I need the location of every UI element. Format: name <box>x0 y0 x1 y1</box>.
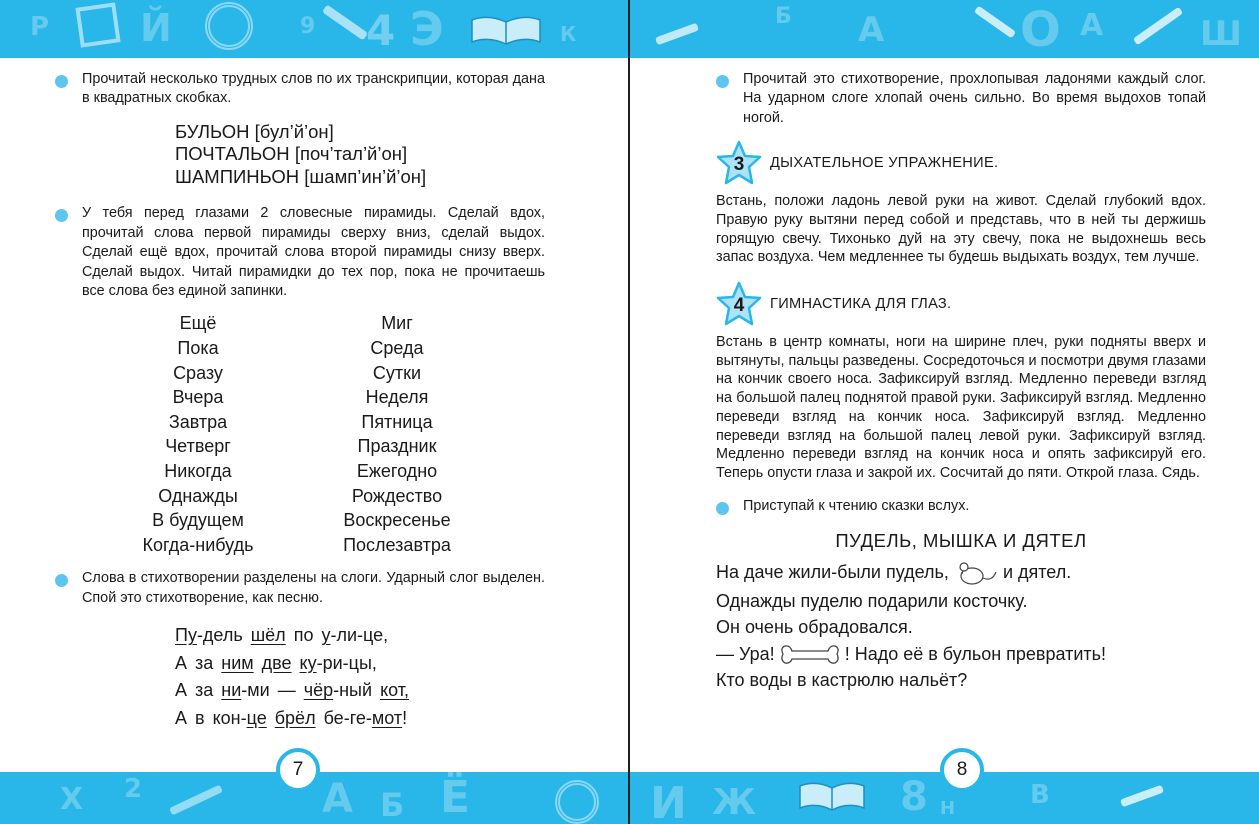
pyramid-word: Миг <box>381 313 413 334</box>
pyramid-word: Воскресенье <box>343 510 451 531</box>
syllable: за <box>195 680 214 701</box>
exercise-4-text: Встань в центр комнаты, ноги на ширине плеч, руки подняты вверх и вытянуты, пальцы разведены. Сосредоточься и посмотри двумя глазами на кончик своего носа. Зафиксируй взгляд. Медленно переведи взгляд на большой палец поднятой правой руки. Зафиксируй взгляд. Медленно переведи взгляд на кончик носа. Зафиксируй взгляд. Медленно переведи взгляд на большой палец левой руки. Зафиксируй взгляд. Медленно переведи взгляд на кончик носа и опять зафиксируй его. Теперь опусти глаза и закрой их. Сосчитай до пяти. Открой глаза. Сядь. <box>716 334 1206 481</box>
word-pyramids <box>55 311 545 557</box>
instruction-2: У тебя перед глазами 2 словесные пирамиды. Сделай вдох, прочитай слова первой пирамиды сверху вниз, сделай выдох. Сделай ещё вдох, прочитай слова второй пирамиды снизу вверх. Сделай выдох. Читай пирамидки до тех пор, пока не прочитаешь все слова без единой запинки. <box>55 204 545 301</box>
book-decor-icon <box>796 778 868 812</box>
instruction-1: Прочитай несколько трудных слов по их транскрипции, которая дана в квадратных скобках. <box>55 70 545 109</box>
transcription-list <box>175 121 545 189</box>
mouse-icon <box>954 558 998 588</box>
bullet-dot-icon <box>55 574 68 587</box>
exercise-3-header <box>716 140 1206 186</box>
syllable: А <box>175 652 188 673</box>
book-decor-icon <box>468 12 544 46</box>
pyramid-word: Четверг <box>165 436 231 457</box>
pyramid-word: Среда <box>370 337 424 358</box>
brush-decor-icon <box>1133 7 1183 46</box>
bullet-dot-icon <box>716 75 729 88</box>
syllable: ! <box>402 707 408 728</box>
syllable: кон- <box>212 707 247 728</box>
poem-line <box>175 677 545 705</box>
decor-letter: Х <box>60 782 84 817</box>
syllable: — <box>277 680 296 701</box>
decor-letter: А <box>858 10 885 50</box>
bullet-dot-icon <box>55 209 68 222</box>
transcription-row: ПОЧТАЛЬОН [поч’тал’й’он] <box>175 143 408 165</box>
syllable: -дель <box>196 625 243 646</box>
bullet-dot-icon <box>55 75 68 88</box>
target-decor-icon <box>555 780 599 824</box>
stressed-syllable: ку <box>299 652 317 673</box>
pyramid-word: Когда-нибудь <box>142 534 254 555</box>
pyramid-word: Никогда <box>164 460 232 481</box>
decor-letter: И <box>650 778 687 824</box>
decor-letter: А <box>1080 8 1104 43</box>
page-number: 8 <box>940 748 984 792</box>
syllable: -ми <box>241 680 270 701</box>
syllable: в <box>195 707 205 728</box>
decor-letter: 2 <box>124 774 143 804</box>
poem-line <box>175 650 545 678</box>
decor-letter: Ё <box>440 772 471 823</box>
decor-letter: 9 <box>300 14 316 39</box>
bone-icon <box>780 643 840 667</box>
stressed-syllable: ни <box>221 680 242 701</box>
decor-letter: К <box>560 22 577 46</box>
syllable: бе-ге- <box>323 707 372 728</box>
stressed-syllable: две <box>261 652 292 673</box>
decor-letter: Ш <box>1200 14 1243 54</box>
decor-letter: Э <box>410 2 444 56</box>
syllable: по <box>293 625 314 646</box>
pyramid-word: Праздник <box>357 436 437 457</box>
decor-letter: Б <box>775 4 792 29</box>
transcription-row: ШАМПИНЬОН [шамп’ин’й’он] <box>175 165 427 187</box>
pyramid-word: Пятница <box>361 411 433 432</box>
pyramid-word: Сутки <box>372 362 422 383</box>
tale-title: ПУДЕЛЬ, МЫШКА И ДЯТЕЛ <box>835 530 1087 552</box>
decor-letter: Й <box>140 6 172 50</box>
pyramid-word: Сразу <box>173 362 223 383</box>
pyramid-word: Однажды <box>158 485 238 506</box>
instruction-read: Приступай к чтению сказки вслух. <box>716 497 1206 516</box>
poem-line <box>175 622 545 650</box>
pencil-decor-icon <box>322 4 368 40</box>
decor-letter: Р <box>30 12 50 42</box>
decor-letter: О <box>1020 2 1061 58</box>
pyramid-word: Послезавтра <box>343 534 451 555</box>
left-page <box>55 70 545 732</box>
tale-line: — Ура! ! Надо её в бульон превратить! <box>716 641 1206 667</box>
stressed-syllable: у <box>321 625 331 646</box>
decor-letter: 4 <box>366 6 396 55</box>
pyramid-word: Неделя <box>365 387 429 408</box>
transcription-row: БУЛЬОН [бул’й’он] <box>175 120 334 142</box>
exercise-title: ГИМНАСТИКА ДЛЯ ГЛАЗ. <box>770 296 952 313</box>
syllable-poem <box>175 622 545 732</box>
syllable: А <box>175 707 188 728</box>
decor-letter: В <box>1030 780 1050 810</box>
pyramid-word: Ещё <box>179 313 217 334</box>
exercise-4-header <box>716 281 1206 327</box>
tale-line: Он очень обрадовался. <box>716 617 913 638</box>
pyramid-2 <box>341 311 453 557</box>
pyramid-word: Завтра <box>168 411 228 432</box>
decor-letter: 8 <box>900 774 928 820</box>
syllable: -ри-цы, <box>316 652 377 673</box>
bullet-dot-icon <box>716 502 729 515</box>
star-number-icon: 4 <box>716 281 762 327</box>
syllable: А <box>175 680 188 701</box>
stressed-syllable: мот <box>371 707 403 728</box>
pencil-decor-icon <box>1120 785 1164 808</box>
tale-line: Однажды пуделю подарили косточку. <box>716 591 1028 612</box>
pyramid-word: Пока <box>177 337 219 358</box>
stressed-syllable: ним <box>221 652 254 673</box>
pyramid-word: Ежегодно <box>356 460 438 481</box>
pencil-decor-icon <box>655 23 699 46</box>
book-spine <box>628 0 630 824</box>
star-number-icon: 3 <box>716 140 762 186</box>
exercise-title: ДЫХАТЕЛЬНОЕ УПРАЖНЕНИЕ. <box>770 155 999 172</box>
decor-letter: Н <box>940 798 956 819</box>
page-number: 7 <box>276 748 320 792</box>
pencil-decor-icon <box>169 785 223 816</box>
stressed-syllable: Пу <box>175 625 197 646</box>
pyramid-word: Рождество <box>351 485 443 506</box>
tale-line: На даче жили-были пудель, и дятел. <box>716 558 1206 588</box>
instruction-3: Слова в стихотворении разделены на слоги. Ударный слог выделен. Спой это стихотворение, как песню. <box>55 569 545 608</box>
pyramid-1 <box>55 311 341 557</box>
exercise-3-text: Встань, положи ладонь левой руки на живот. Сделай глубокий вдох. Правую руку вытяни перед собой и представь, что в ней ты держишь горящую свечу. Тихонько дуй на эту свечу, пока не выдохнешь весь запас воздуха. Чем медленнее ты будешь выдыхать воздух, тем лучше. <box>716 193 1206 266</box>
target-decor-icon <box>205 2 253 50</box>
stressed-syllable: брёл <box>274 707 316 728</box>
stressed-syllable: чёр <box>303 680 334 701</box>
decor-letter: Б <box>380 786 405 824</box>
square-decor-icon <box>75 2 120 47</box>
tale-text <box>716 558 1206 694</box>
stressed-syllable: кот, <box>380 680 410 701</box>
right-page <box>716 70 1206 694</box>
pyramid-word: В будущем <box>152 510 244 531</box>
decor-letter: Ж <box>712 782 757 823</box>
decor-letter: А <box>322 776 353 822</box>
syllable: -ный <box>333 680 373 701</box>
syllable: -ли-це, <box>330 625 389 646</box>
pencil-decor-icon <box>974 6 1016 39</box>
instruction-clap: Прочитай это стихотворение, прохлопывая ладонями каждый слог. На ударном слоге хлопай очень сильно. Во время выдохов топай ногой. <box>716 70 1206 128</box>
poem-line <box>175 705 545 733</box>
pyramid-word: Вчера <box>172 387 224 408</box>
syllable: за <box>195 652 214 673</box>
tale-line: Кто воды в кастрюлю нальёт? <box>716 670 968 691</box>
stressed-syllable: шёл <box>250 625 286 646</box>
stressed-syllable: це <box>246 707 267 728</box>
